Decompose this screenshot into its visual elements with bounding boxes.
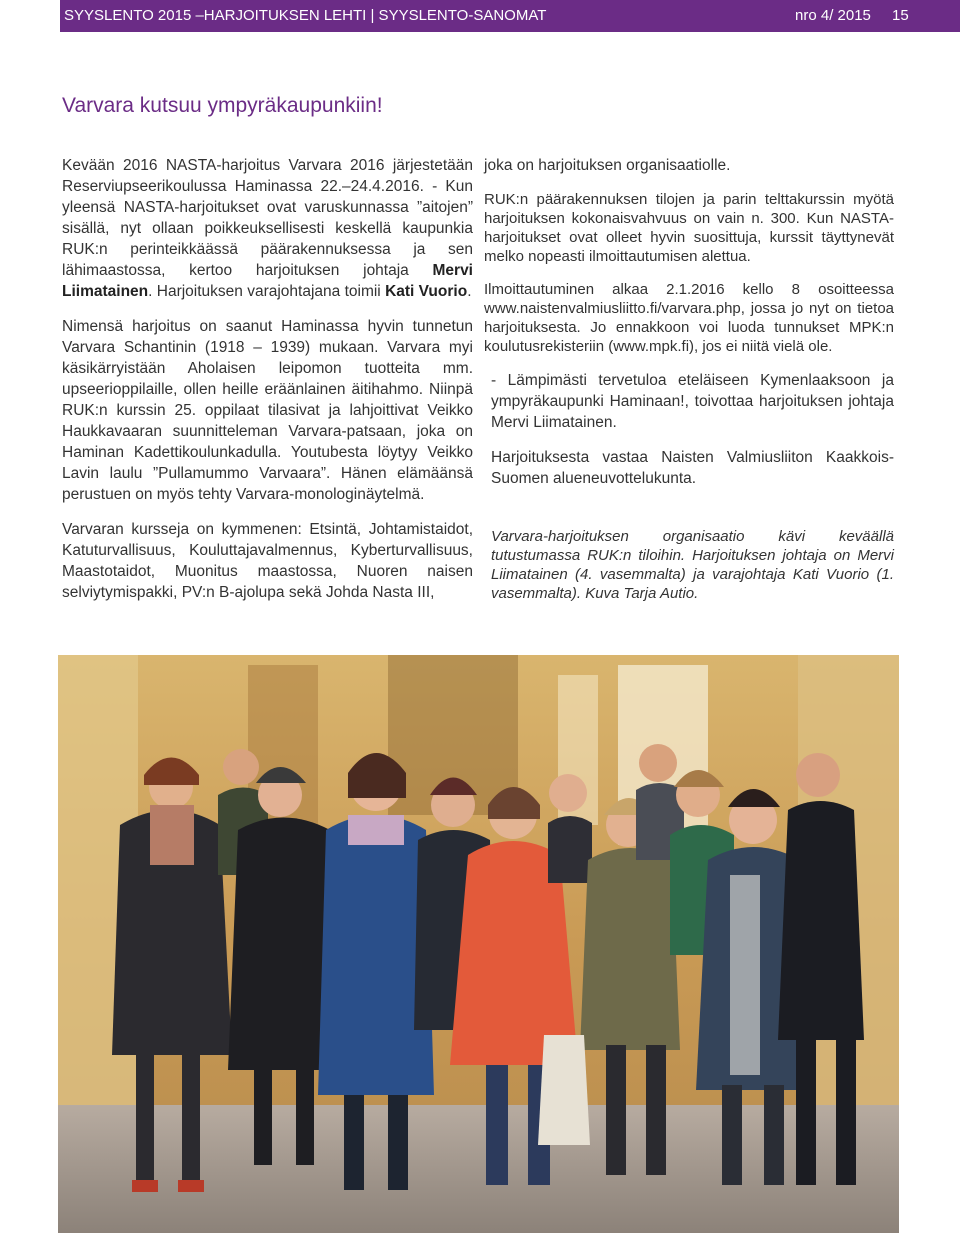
issue-number: nro 4/ 2015 xyxy=(795,7,871,24)
article-paragraph: Harjoituksesta vastaa Naisten Valmiusliiton Kaakkois-Suomen alueneuvottelukunta. xyxy=(491,449,894,487)
page-header xyxy=(60,0,960,32)
article-paragraph: Ilmoittautuminen alkaa 2.1.2016 kello 8 osoitteessa www.naistenvalmiusliitto.fi/varvara.php, jossa jo nyt on tietoa harjoituksesta. Jo ennakkoon voi luoda tunnukset MPK:n koulutusrekisteriin (www.mpk.fi), jos ei niitä vielä ole. xyxy=(484,281,894,355)
article-paragraph: Varvaran kursseja on kymmenen: Etsintä, Johtamistaidot, Katuturvallisuus, Kouluttajavalmennus, Kyberturvallisuus, Maastotaidot, Muonitus maastossa, Nuoren naisen selviytymispakki, PV:n B-ajolupa sekä Johda Nasta III, xyxy=(62,521,473,601)
publication-title: SYYSLENTO 2015 –HARJOITUKSEN LEHTI | SYYSLENTO-SANOMAT xyxy=(64,7,547,24)
person-name: Mervi Liimatainen xyxy=(62,262,473,300)
person-name: Kati Vuorio xyxy=(385,283,468,300)
photo-caption: Varvara-harjoituksen organisaatio kävi keväällä tutustumassa RUK:n tiloihin. Harjoituksen johtaja on Mervi Liimatainen (4. vasemmalta) ja varajohtaja Kati Vuorio (1. vasemmalta). Kuva Tarja Autio. xyxy=(491,528,894,602)
article-paragraph: Kevään 2016 NASTA-harjoitus Varvara 2016 järjestetään Reserviupseerikoulussa Haminassa 22.–24.4.2016. - Kun yleensä NASTA-harjoitukset ovat varuskunnassa ”aitojen” sisällä, nyt ollaan poikkeuksellisesti keskellä kaupunkia RUK:n perinteikkäässä päärakennuksessa ja sen lähimaastossa, kertoo harjoituksen johtaja Mervi Liimatainen. Harjoituksen varajohtajana toimii Kati Vuorio. xyxy=(62,157,473,300)
article-right-column xyxy=(484,155,894,617)
article-paragraph: - Lämpimästi tervetuloa eteläiseen Kymenlaaksoon ja ympyräkaupunki Haminaan!, toivottaa harjoituksen johtaja Mervi Liimatainen. xyxy=(491,372,894,431)
article-title: Varvara kutsuu ympyräkaupunkiin! xyxy=(62,94,383,117)
article-paragraph: Nimensä harjoitus on saanut Haminassa hyvin tunnetun Varvara Schantinin (1918 – 1939) mukaan. Varvara myi käsikärryistään Aholaisen leipomon tuotteita mm. upseerioppilaille, ollen heille eräänlainen äitihahmo. Niinpä RUK:n kurssin 25. oppilaat tilasivat ja lahjoittivat Veikko Haukkavaaran suunnitteleman Varvara-patsaan, joka on Haminan Kadettikoulunkadulla. Youtubesta löytyy Veikko Lavin laulu ”Pullamummo Varvaara”. Hänen elämäänsä perustuen on myös tehty Varvara-monologinäytelmä. xyxy=(62,318,473,503)
group-photo-icon xyxy=(58,655,899,1233)
article-left-column xyxy=(62,155,473,617)
article-paragraph: joka on harjoituksen organisaatiolle. xyxy=(484,157,731,174)
article-paragraph: RUK:n päärakennuksen tilojen ja parin telttakurssin myötä harjoituksen kokonaisvahvuus on vain n. 300. Kun NASTA-harjoitukset ovat olleet hyvin suosittuja, kurssit täyttynevät melko nopeasti ilmoittautumisen alettua. xyxy=(484,191,894,265)
group-photo xyxy=(58,655,899,1233)
page-number: 15 xyxy=(892,7,909,24)
